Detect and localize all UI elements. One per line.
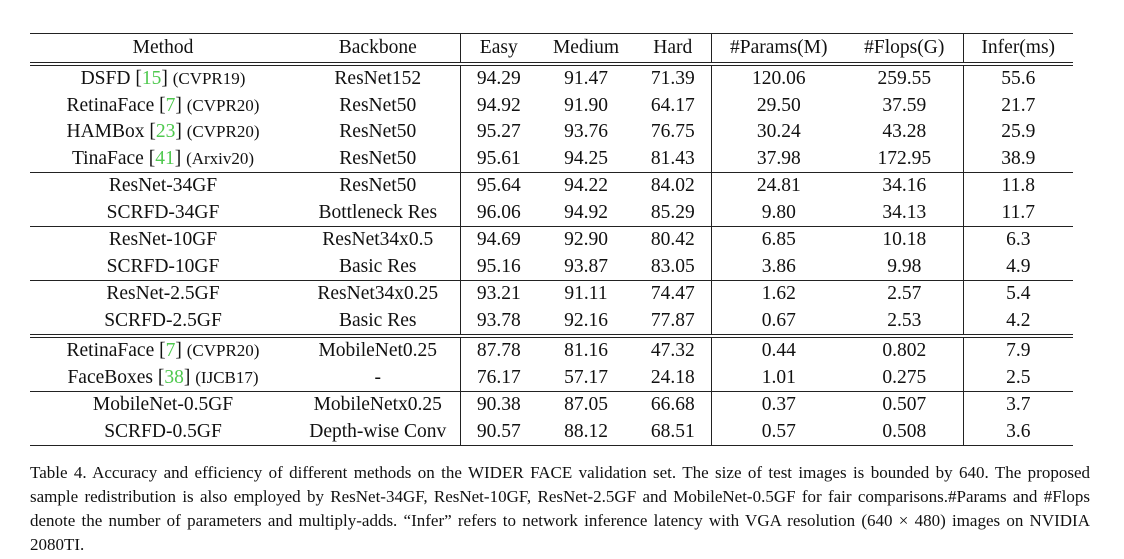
flops-cell: 0.802 — [846, 336, 963, 365]
method-cell — [30, 308, 296, 337]
easy-cell: 87.78 — [460, 336, 537, 365]
medium-cell: 92.90 — [537, 227, 635, 254]
hard-cell: 64.17 — [650, 94, 695, 116]
method-cell — [30, 173, 296, 200]
medium-cell: 91.47 — [564, 68, 608, 90]
results-table — [30, 33, 1073, 446]
params-cell: 29.50 — [711, 93, 846, 120]
flops-cell: 0.507 — [846, 392, 963, 419]
medium-cell: 81.16 — [537, 336, 635, 365]
venue-label: (CVPR19) — [172, 69, 246, 89]
easy-cell: 76.17 — [460, 365, 537, 392]
backbone-cell: ResNet34x0.25 — [296, 281, 460, 308]
citation-link[interactable]: 15 — [141, 68, 162, 90]
venue-label: (IJCB17) — [195, 367, 259, 387]
hard-cell: 80.42 — [635, 227, 711, 254]
easy-cell: 94.92 — [460, 93, 537, 120]
method-name: RetinaFace — [66, 340, 155, 362]
infer-cell: 38.9 — [963, 146, 1073, 173]
method-cell: TinaFace [41] (Arxiv20) — [71, 147, 255, 169]
flops-cell: 0.508 — [846, 419, 963, 446]
params-cell: 0.57 — [711, 419, 846, 446]
infer-cell: 25.9 — [963, 119, 1073, 146]
flops-cell: 172.95 — [877, 147, 932, 169]
medium-cell: 57.17 — [564, 366, 608, 388]
medium-cell: 93.87 — [564, 255, 608, 277]
results-table-body — [30, 64, 1073, 446]
medium-cell: 94.25 — [564, 147, 608, 169]
infer-cell: 6.3 — [963, 227, 1073, 254]
easy-cell: 95.64 — [460, 173, 537, 200]
params-cell: 1.62 — [711, 281, 846, 308]
method-cell — [30, 227, 296, 254]
easy-cell: 94.29 — [460, 64, 537, 93]
easy-cell: 94.69 — [460, 227, 537, 254]
easy-cell: 90.38 — [460, 392, 537, 419]
infer-cell: 11.8 — [963, 173, 1073, 200]
easy-cell: 93.78 — [460, 308, 537, 337]
params-cell: 3.86 — [711, 254, 846, 281]
easy-cell: 95.61 — [460, 146, 537, 173]
backbone-cell: Basic Res — [339, 255, 417, 277]
infer-cell: 11.7 — [963, 200, 1073, 227]
flops-cell: 37.59 — [882, 94, 927, 116]
table-row — [30, 200, 1073, 227]
params-cell: 6.85 — [711, 227, 846, 254]
hard-cell: 66.68 — [635, 392, 711, 419]
easy-cell: 93.21 — [460, 281, 537, 308]
method-cell — [30, 254, 296, 281]
params-cell: 24.81 — [711, 173, 846, 200]
method-name: SCRFD-2.5GF — [104, 309, 222, 331]
backbone-cell: - — [374, 366, 381, 388]
flops-cell: 34.16 — [846, 173, 963, 200]
infer-cell: 5.4 — [963, 281, 1073, 308]
backbone-cell: Basic Res — [339, 309, 417, 331]
method-cell: RetinaFace [7] (CVPR20) — [66, 94, 260, 116]
table-row — [30, 419, 1073, 446]
hard-cell: 68.51 — [635, 419, 711, 446]
medium-cell: 94.92 — [564, 201, 608, 223]
backbone-cell: Bottleneck Res — [318, 201, 438, 223]
table-row — [30, 365, 1073, 392]
hard-cell: 85.29 — [650, 201, 695, 223]
params-cell: 9.80 — [711, 200, 846, 227]
citation-link[interactable]: 23 — [155, 121, 176, 143]
table-row — [30, 93, 1073, 120]
table-row — [30, 308, 1073, 337]
table-row — [30, 281, 1073, 308]
venue-label: (Arxiv20) — [186, 148, 255, 168]
header-hard: Hard — [635, 34, 711, 65]
table-caption — [30, 461, 1090, 557]
backbone-cell: MobileNet0.25 — [296, 336, 460, 365]
params-cell: 120.06 — [711, 64, 846, 93]
header-method: Method — [30, 34, 296, 65]
citation-link[interactable]: 7 — [165, 340, 176, 362]
backbone-cell: Depth-wise Conv — [296, 419, 460, 446]
table-row — [30, 64, 1073, 93]
results-table-container — [30, 33, 1073, 446]
hard-cell: 81.43 — [650, 147, 695, 169]
method-cell — [30, 281, 296, 308]
infer-cell: 3.6 — [963, 419, 1073, 446]
flops-cell: 259.55 — [877, 68, 932, 90]
backbone-cell: ResNet50 — [339, 94, 417, 116]
backbone-cell: ResNet152 — [334, 68, 422, 90]
medium-cell: 92.16 — [564, 309, 608, 331]
table-row — [30, 336, 1073, 365]
medium-cell: 91.11 — [537, 281, 635, 308]
medium-cell: 91.90 — [564, 94, 608, 116]
params-cell: 0.37 — [711, 392, 846, 419]
hard-cell: 76.75 — [650, 121, 695, 143]
medium-cell: 93.76 — [564, 121, 608, 143]
easy-cell: 90.57 — [460, 419, 537, 446]
hard-cell: 83.05 — [650, 255, 695, 277]
venue-label: (CVPR20) — [186, 341, 260, 361]
infer-cell: 2.5 — [963, 365, 1073, 392]
hard-cell: 77.87 — [650, 309, 695, 331]
caption-text: Table 4. Accuracy and efficiency of different methods on the WIDER FACE validation set. The size of test images is bounded by 640. The proposed sample redistribution is also employed by ResNet-34GF, ResNet-10GF, ResNet-2.5GF and MobileNet-0.5GF for fair comparisons.#Params and #Flops denote the number of parameters and multiply-adds. “Infer” refers to network inference latency with VGA resolution (640 × 480) images on NVIDIA 2080TI. — [30, 463, 1090, 554]
method-cell — [30, 392, 296, 419]
table-row — [30, 173, 1073, 200]
table-row — [30, 227, 1073, 254]
venue-label: (CVPR20) — [186, 95, 260, 115]
method-name: ResNet-34GF — [108, 175, 218, 197]
method-cell — [30, 200, 296, 227]
hard-cell: 84.02 — [635, 173, 711, 200]
method-name: SCRFD-34GF — [106, 201, 220, 223]
header-params: #Params(M) — [711, 34, 846, 65]
method-name: RetinaFace — [66, 94, 155, 116]
table-row — [30, 119, 1073, 146]
infer-cell: 55.6 — [963, 64, 1073, 93]
easy-cell: 95.16 — [460, 254, 537, 281]
params-cell: 0.67 — [711, 308, 846, 337]
flops-cell: 2.53 — [887, 309, 922, 331]
method-name: DSFD — [80, 68, 131, 90]
header-flops: #Flops(G) — [846, 34, 963, 65]
params-cell: 0.44 — [711, 336, 846, 365]
backbone-cell: ResNet50 — [296, 173, 460, 200]
table-row — [30, 392, 1073, 419]
method-name: FaceBoxes — [67, 366, 154, 388]
backbone-cell: ResNet34x0.5 — [296, 227, 460, 254]
infer-cell: 4.9 — [963, 254, 1073, 281]
method-cell: FaceBoxes [38] (IJCB17) — [67, 366, 259, 388]
medium-cell: 88.12 — [537, 419, 635, 446]
backbone-cell: ResNet50 — [339, 147, 417, 169]
header-infer: Infer(ms) — [963, 34, 1073, 65]
flops-cell: 34.13 — [882, 201, 927, 223]
easy-cell: 96.06 — [460, 200, 537, 227]
backbone-cell: ResNet50 — [339, 121, 417, 143]
infer-cell: 4.2 — [963, 308, 1073, 337]
medium-cell: 94.22 — [537, 173, 635, 200]
venue-label: (CVPR20) — [186, 122, 260, 142]
flops-cell: 43.28 — [882, 121, 927, 143]
hard-cell: 74.47 — [635, 281, 711, 308]
header-medium: Medium — [537, 34, 635, 65]
method-name: SCRFD-0.5GF — [104, 420, 222, 442]
params-cell: 30.24 — [711, 119, 846, 146]
method-cell — [30, 419, 296, 446]
infer-cell: 21.7 — [963, 93, 1073, 120]
header-row — [30, 34, 1073, 65]
method-name: MobileNet-0.5GF — [92, 394, 234, 416]
infer-cell: 3.7 — [963, 392, 1073, 419]
infer-cell: 7.9 — [963, 336, 1073, 365]
flops-cell: 2.57 — [846, 281, 963, 308]
header-easy: Easy — [460, 34, 537, 65]
method-name: ResNet-10GF — [108, 229, 218, 251]
hard-cell: 47.32 — [635, 336, 711, 365]
method-name: TinaFace — [71, 147, 144, 169]
header-backbone: Backbone — [296, 34, 460, 65]
hard-cell: 71.39 — [650, 68, 695, 90]
flops-cell: 0.275 — [882, 366, 927, 388]
params-cell: 1.01 — [711, 365, 846, 392]
method-name: SCRFD-10GF — [106, 255, 220, 277]
params-cell: 37.98 — [711, 146, 846, 173]
method-cell: HAMBox [23] (CVPR20) — [66, 121, 260, 143]
medium-cell: 87.05 — [537, 392, 635, 419]
citation-link[interactable]: 7 — [165, 94, 176, 116]
citation-link[interactable]: 38 — [164, 366, 184, 388]
method-cell: DSFD [15] (CVPR19) — [80, 68, 246, 90]
citation-link[interactable]: 41 — [155, 147, 175, 169]
flops-cell: 9.98 — [887, 255, 922, 277]
backbone-cell: MobileNetx0.25 — [296, 392, 460, 419]
table-row — [30, 146, 1073, 173]
easy-cell: 95.27 — [460, 119, 537, 146]
hard-cell: 24.18 — [650, 366, 695, 388]
method-name: ResNet-2.5GF — [106, 283, 220, 305]
method-cell: RetinaFace [7] (CVPR20) — [30, 336, 296, 365]
table-row — [30, 254, 1073, 281]
flops-cell: 10.18 — [846, 227, 963, 254]
method-name: HAMBox — [66, 121, 145, 143]
